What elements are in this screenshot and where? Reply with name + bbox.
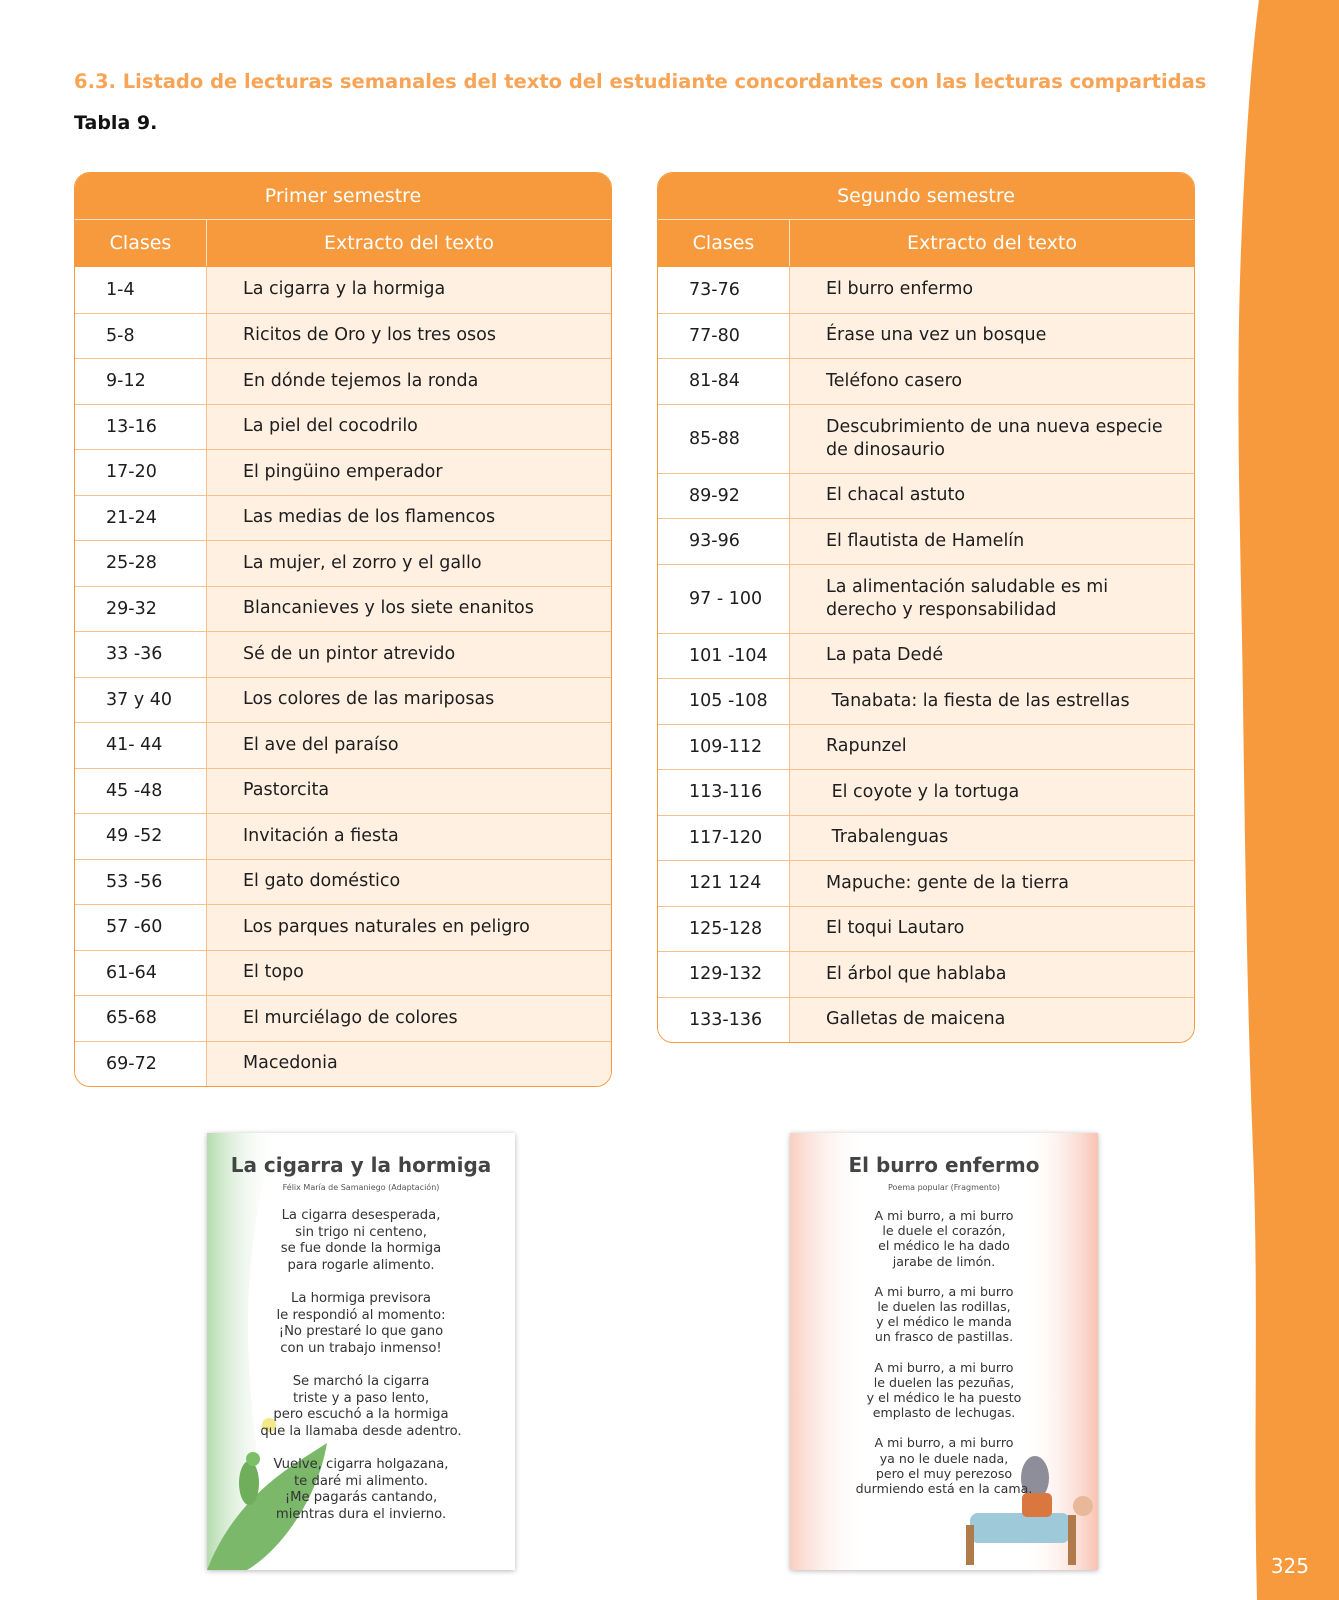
classes-cell: 1-4 [75, 267, 207, 313]
classes-cell: 5-8 [75, 314, 207, 359]
poem-line: A mi burro, a mi burro [874, 1283, 1014, 1299]
excerpt-cell: Invitación a fiesta [207, 814, 611, 859]
second-semester-column-headers [658, 220, 1194, 267]
classes-cell: 13-16 [75, 405, 207, 450]
poem-line: con un trabajo inmenso! [280, 1340, 442, 1356]
poem-line: le duelen las rodillas, [877, 1299, 1011, 1315]
excerpt-cell: Las medias de los flamencos [207, 496, 611, 541]
classes-cell: 97 - 100 [658, 565, 790, 633]
poem-line: A mi burro, a mi burro [874, 1359, 1014, 1375]
table-row [75, 995, 611, 1041]
table-row [658, 313, 1194, 359]
poem-line: le respondió al momento: [276, 1307, 446, 1323]
poem-line: para rogarle alimento. [287, 1257, 435, 1273]
excerpt-cell: La pata Dedé [790, 634, 1194, 679]
table-row [658, 815, 1194, 861]
table-row [658, 951, 1194, 997]
excerpt-column-header: Extracto del texto [324, 232, 494, 254]
classes-cell: 37 y 40 [75, 678, 207, 723]
first-semester-title: Primer semestre [75, 173, 611, 220]
poem-stanza [207, 1208, 515, 1274]
poem-line: ¡No prestaré lo que gano [278, 1324, 444, 1339]
classes-cell: 89-92 [658, 474, 790, 519]
first-semester-rows [75, 267, 611, 1086]
classes-cell: 129-132 [658, 952, 790, 997]
table-row [658, 678, 1194, 724]
poem-line: le duele el corazón, [882, 1223, 1006, 1239]
poem-stanza [207, 1291, 515, 1357]
table-row [75, 677, 611, 723]
classes-cell: 77-80 [658, 314, 790, 359]
table-row [658, 267, 1194, 313]
poem-line: se fue donde la hormiga [280, 1241, 442, 1256]
table-row [75, 859, 611, 905]
poem-line: A mi burro, a mi burro [874, 1208, 1014, 1223]
burro-poem-thumbnail [790, 1133, 1098, 1570]
classes-cell: 25-28 [75, 541, 207, 586]
classes-cell: 69-72 [75, 1042, 207, 1087]
poem-line: durmiendo está en la cama. [855, 1481, 1033, 1497]
table-row [658, 518, 1194, 564]
excerpt-cell: Érase una vez un bosque [790, 314, 1194, 359]
table-row [658, 358, 1194, 404]
classes-cell: 81-84 [658, 359, 790, 404]
excerpt-cell: Descubrimiento de una nueva especie de dinosaurio [790, 405, 1194, 473]
classes-cell: 85-88 [658, 405, 790, 473]
excerpt-cell: Los colores de las mariposas [207, 678, 611, 723]
poem-stanza [790, 1208, 1098, 1269]
excerpt-cell: La mujer, el zorro y el gallo [207, 541, 611, 586]
excerpt-cell: El coyote y la tortuga [790, 770, 1194, 815]
table-row [75, 722, 611, 768]
poem-author: Poema popular (Fragmento) [887, 1183, 1001, 1192]
excerpt-cell: El topo [207, 951, 611, 996]
table-row [658, 473, 1194, 519]
classes-cell: 41- 44 [75, 723, 207, 768]
classes-cell: 121 124 [658, 861, 790, 906]
poem-line: pero escuchó a la hormiga [273, 1407, 449, 1422]
excerpt-cell: Mapuche: gente de la tierra [790, 861, 1194, 906]
poem-line: Vuelve, cigarra holgazana, [273, 1457, 449, 1472]
poem-line: A mi burro, a mi burro [874, 1435, 1014, 1451]
table-row [658, 906, 1194, 952]
excerpt-cell: Macedonia [207, 1042, 611, 1087]
section-heading: 6.3. Listado de lecturas semanales del texto del estudiante concordantes con las lecturas compartidas [74, 70, 1207, 93]
poem-stanzas [790, 1208, 1098, 1496]
second-semester-rows [658, 267, 1194, 1042]
classes-cell: 49 -52 [75, 814, 207, 859]
classes-cell: 45 -48 [75, 769, 207, 814]
table-row [75, 449, 611, 495]
excerpt-cell: El pingüino emperador [207, 450, 611, 495]
table-row [75, 631, 611, 677]
classes-cell: 57 -60 [75, 905, 207, 950]
classes-cell: 109-112 [658, 725, 790, 770]
excerpt-cell: El burro enfermo [790, 267, 1194, 313]
excerpt-cell: El árbol que hablaba [790, 952, 1194, 997]
table-row [658, 633, 1194, 679]
table-row [75, 950, 611, 996]
classes-cell: 17-20 [75, 450, 207, 495]
classes-cell: 113-116 [658, 770, 790, 815]
excerpt-cell: Los parques naturales en peligro [207, 905, 611, 950]
poem-title: La cigarra y la hormiga [230, 1153, 492, 1177]
first-semester-column-headers [75, 220, 611, 267]
table-row [658, 997, 1194, 1043]
excerpt-cell: Ricitos de Oro y los tres osos [207, 314, 611, 359]
table-caption: Tabla 9. [74, 112, 158, 134]
table-row [658, 724, 1194, 770]
classes-column-header: Clases [75, 220, 207, 266]
classes-cell: 33 -36 [75, 632, 207, 677]
poem-line: ya no le duele nada, [879, 1450, 1009, 1466]
poem-line: sin trigo ni centeno, [295, 1224, 427, 1240]
table-row [75, 540, 611, 586]
poem-line: La hormiga previsora [291, 1291, 431, 1306]
poem-author: Félix María de Samaniego (Adaptación) [282, 1183, 440, 1192]
excerpt-cell: El toqui Lautaro [790, 907, 1194, 952]
excerpt-column-header: Extracto del texto [907, 232, 1077, 254]
poem-line: te daré mi alimento. [294, 1473, 428, 1489]
classes-cell: 53 -56 [75, 860, 207, 905]
classes-cell: 29-32 [75, 587, 207, 632]
poem-line: un frasco de pastillas. [874, 1329, 1014, 1345]
poem-line: jarabe de limón. [892, 1253, 996, 1269]
excerpt-cell: El chacal astuto [790, 474, 1194, 519]
excerpt-cell: En dónde tejemos la ronda [207, 359, 611, 404]
table-row [75, 404, 611, 450]
classes-cell: 117-120 [658, 816, 790, 861]
poem-stanza [207, 1457, 515, 1523]
table-row [75, 313, 611, 359]
second-semester-title: Segundo semestre [658, 173, 1194, 220]
excerpt-cell: Tanabata: la fiesta de las estrellas [790, 679, 1194, 724]
excerpt-cell: La cigarra y la hormiga [207, 267, 611, 313]
poem-line: y el médico le manda [876, 1314, 1012, 1330]
table-row [75, 267, 611, 313]
excerpt-cell: Galletas de maicena [790, 998, 1194, 1043]
poem-line: triste y a paso lento, [292, 1390, 430, 1406]
poem-stanzas [207, 1208, 515, 1523]
table-row [75, 768, 611, 814]
poem-line: el médico le ha dado [878, 1238, 1010, 1254]
poem-line: Se marchó la cigarra [292, 1374, 430, 1389]
excerpt-cell: Sé de un pintor atrevido [207, 632, 611, 677]
table-row [658, 769, 1194, 815]
poem-stanza [790, 1284, 1098, 1345]
table-row [75, 904, 611, 950]
poem-line: La cigarra desesperada, [281, 1208, 441, 1223]
cigarra-poem-thumbnail [207, 1133, 515, 1570]
orange-side-band [1229, 0, 1339, 1600]
classes-cell: 133-136 [658, 998, 790, 1043]
excerpt-cell: El flautista de Hamelín [790, 519, 1194, 564]
poem-line: ¡Me pagarás cantando, [284, 1490, 438, 1505]
page-number: 325 [1270, 1554, 1309, 1578]
excerpt-cell: Trabalenguas [790, 816, 1194, 861]
classes-cell: 101 -104 [658, 634, 790, 679]
poem-stanza [207, 1374, 515, 1440]
excerpt-cell: Rapunzel [790, 725, 1194, 770]
table-row [75, 586, 611, 632]
classes-cell: 61-64 [75, 951, 207, 996]
table-row [658, 404, 1194, 473]
classes-cell: 9-12 [75, 359, 207, 404]
classes-cell: 65-68 [75, 996, 207, 1041]
excerpt-cell: El gato doméstico [207, 860, 611, 905]
excerpt-cell: Blancanieves y los siete enanitos [207, 587, 611, 632]
classes-cell: 73-76 [658, 267, 790, 313]
table-row [75, 1041, 611, 1087]
table-row [75, 495, 611, 541]
poem-title: El burro enfermo [848, 1153, 1040, 1177]
excerpt-cell: Teléfono casero [790, 359, 1194, 404]
table-row [658, 564, 1194, 633]
excerpt-cell: La alimentación saludable es mi derecho y responsabilidad [790, 565, 1194, 633]
poem-stanza [790, 1360, 1098, 1421]
classes-cell: 93-96 [658, 519, 790, 564]
first-semester-table [74, 172, 612, 1087]
excerpt-cell: El murciélago de colores [207, 996, 611, 1041]
poem-line: mientras dura el invierno. [275, 1506, 447, 1522]
poem-line: y el médico le ha puesto [866, 1390, 1022, 1406]
table-row [75, 813, 611, 859]
excerpt-cell: El ave del paraíso [207, 723, 611, 768]
excerpt-cell: Pastorcita [207, 769, 611, 814]
poem-line: le duelen las pezuñas, [873, 1374, 1015, 1390]
excerpt-cell: La piel del cocodrilo [207, 405, 611, 450]
second-semester-table [657, 172, 1195, 1043]
poem-line: emplasto de lechugas. [872, 1405, 1016, 1421]
classes-cell: 105 -108 [658, 679, 790, 724]
classes-column-header: Clases [658, 220, 790, 266]
table-row [658, 860, 1194, 906]
table-row [75, 358, 611, 404]
poem-stanza [790, 1435, 1098, 1496]
poem-line: pero el muy perezoso [875, 1465, 1013, 1481]
poem-line: que la llamaba desde adentro. [260, 1423, 462, 1439]
classes-cell: 125-128 [658, 907, 790, 952]
classes-cell: 21-24 [75, 496, 207, 541]
